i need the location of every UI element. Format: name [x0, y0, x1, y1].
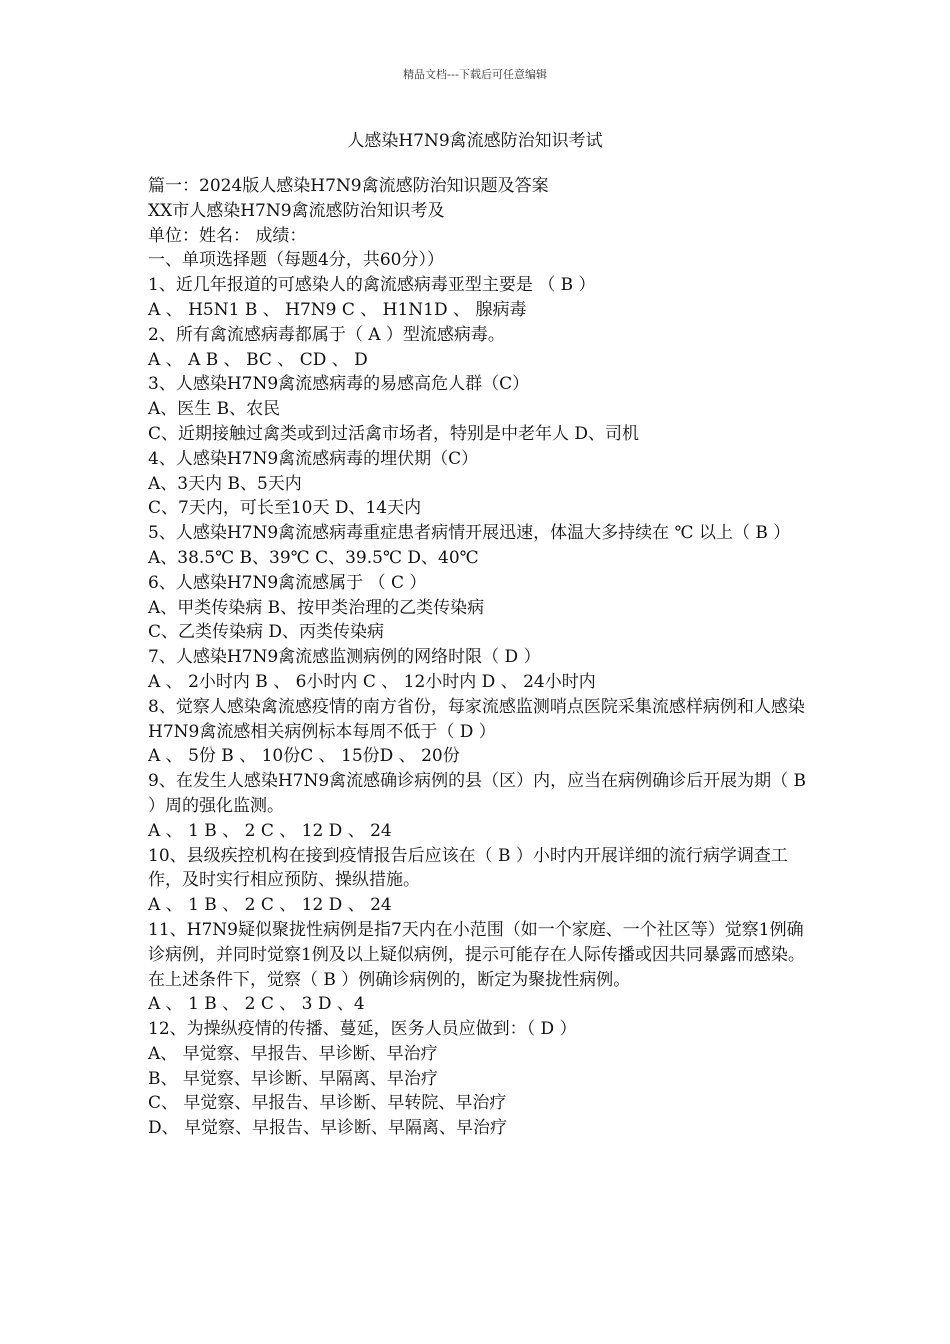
options-7: A 、 2小时内 B 、 6小时内 C 、 12小时内 D 、 24小时内	[148, 671, 596, 692]
question-7: 7、人感染H7N9禽流感监测病例的网络时限（ D ）	[148, 647, 541, 668]
options-11: A 、 1 B 、 2 C 、 3 D 、4	[148, 994, 365, 1015]
header-note: 精品文档---下载后可任意编辑	[403, 68, 547, 81]
section-heading: 篇一：2024版人感染H7N9禽流感防治知识题及答案	[148, 176, 549, 196]
options-3b: C、近期接触过禽类或到过活禽市场者，特别是中老年人 D、司机	[148, 423, 640, 444]
exam-heading: XX市人感染H7N9禽流感防治知识考及	[148, 200, 445, 221]
question-3: 3、人感染H7N9禽流感病毒的易感高危人群（C）	[148, 374, 530, 395]
question-4: 4、人感染H7N9禽流感病毒的埋伏期（C）	[148, 448, 479, 469]
part-heading: 一、单项选择题（每题4分，共60分））	[148, 250, 444, 271]
question-6: 6、人感染H7N9禽流感属于 （ C ）	[148, 572, 427, 593]
options-2: A 、 A B 、 BC 、 CD 、 D	[148, 349, 368, 370]
question-12: 12、为操纵疫情的传播、蔓延，医务人员应做到：（ D ）	[148, 1019, 577, 1040]
options-6a: A、甲类传染病 B、按甲类治理的乙类传染病	[148, 597, 485, 618]
options-8: A 、 5份 B 、 10份C 、 15份D 、 20份	[148, 746, 460, 767]
document-body	[148, 174, 808, 1141]
options-10: A 、 1 B 、 2 C 、 12 D 、 24	[148, 895, 392, 916]
question-10: 10、县级疾控机构在接到疫情报告后应该在（ B ）小时内开展详细的流行病学调查工作，及时实行相应预防、操纵措施。	[148, 845, 788, 891]
options-12c: C、 早觉察、早报告、早诊断、早转院、早治疗	[148, 1093, 507, 1114]
options-12a: A、 早觉察、早报告、早诊断、早治疗	[148, 1043, 438, 1064]
options-4a: A、3天内 B、5天内	[148, 473, 302, 494]
question-5: 5、人感染H7N9禽流感病毒重症患者病情开展迅速，体温大多持续在 ℃ 以上（ B ）	[148, 523, 791, 544]
question-11: 11、H7N9疑似聚拢性病例是指7天内在小范围（如一个家庭、一个社区等）觉察1例确诊病例，并同时觉察1例及以上疑似病例，提示可能存在人际传播或因共同暴露而感染。在上述条件下，觉察（ B ）例确诊病例的，断定为聚拢性病例。	[148, 919, 805, 990]
options-12b: B、 早觉察、早诊断、早隔离、早治疗	[148, 1068, 438, 1089]
question-2: 2、所有禽流感病毒都属于（ A ）型流感病毒。	[148, 324, 505, 345]
options-5: A、38.5℃ B、39℃ C、39.5℃ D、40℃	[148, 547, 479, 568]
options-9: A 、 1 B 、 2 C 、 12 D 、 24	[148, 820, 392, 841]
options-1: A 、 H5N1 B 、 H7N9 C 、 H1N1D 、 腺病毒	[148, 299, 527, 320]
options-3a: A、医生 B、农民	[148, 399, 281, 420]
question-8: 8、觉察人感染禽流感疫情的南方省份，每家流感监测哨点医院采集流感样病例和人感染H7N9禽流感相关病例标本每周不低于（ D ）	[148, 696, 805, 742]
exam-info-line: 单位：姓名： 成绩：	[148, 225, 307, 246]
document-title: 人感染H7N9禽流感防治知识考试	[347, 131, 603, 151]
options-4b: C、7天内，可长至10天 D、14天内	[148, 498, 422, 519]
options-6b: C、乙类传染病 D、丙类传染病	[148, 622, 385, 643]
question-1: 1、近几年报道的可感染人的禽流感病毒亚型主要是 （ B ）	[148, 275, 596, 296]
question-9: 9、在发生人感染H7N9禽流感确诊病例的县（区）内，应当在病例确诊后开展为期（ B ）周的强化监测。	[148, 771, 807, 816]
options-12d: D、 早觉察、早报告、早诊断、早隔离、早治疗	[148, 1118, 508, 1139]
